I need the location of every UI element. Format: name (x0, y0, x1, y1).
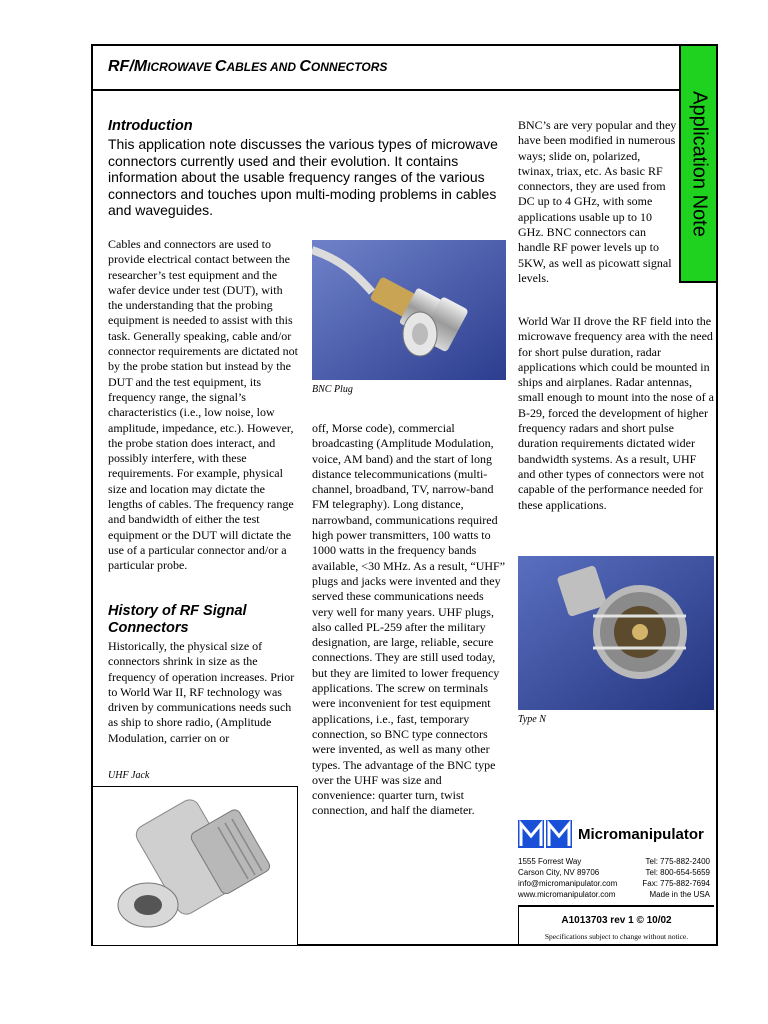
document-code: A1013703 rev 1 © 10/02 (561, 915, 672, 926)
website-text: www.micromanipulator.com (518, 890, 616, 899)
type-n-photo (518, 556, 714, 710)
type-n-caption: Type N (518, 714, 546, 725)
email-text: info@micromanipulator.com (518, 879, 618, 888)
address-line: 1555 Forrest Way (518, 857, 582, 866)
column2-text: off, Morse code), commercial broadcasting (Amplitude Modulation, voice, AM band) and the start of long distance telecommunications (multi-channel, broadband, TV, narrow-band FM telegraphy). Long distance, narrowband, communications required high power transmitters, 100 watts to 1000 watts in the frequency bands available, <30 MHz. As a result, “UHF” plugs and jacks were invented and they served these communications needs very well for many years. UHF plugs, also called PL-259 after the military designation, are large, reliable, secure connections. They are still used today, but they are limited to lower frequency applications. The screw on terminals were inconvenient for test equipment applications, i.e., fast, temporary connection, so BNC type connectors were invented, as well as many other types. The advantage of the BNC type over the UHF was size and convenience: quarter turn, twist connection, and half the diameter. (312, 421, 506, 818)
company-name: Micromanipulator (578, 826, 704, 843)
page-title: RF/MICROWAVE CABLES AND CONNECTORS (108, 58, 388, 75)
fax-text: Fax: 775-882-7694 (642, 879, 710, 888)
phone-text: Tel: 775-882-2400 (645, 857, 710, 866)
doc-code-box (518, 905, 714, 944)
header-rule (91, 89, 679, 91)
phone-text: Tel: 800-654-5659 (645, 868, 710, 877)
intro-heading: Introduction (108, 118, 193, 134)
application-note-badge: Application Note (679, 46, 716, 283)
made-in-text: Made in the USA (649, 890, 710, 899)
history-heading: History of RF Signal Connectors (108, 603, 247, 636)
column1-text: Cables and connectors are used to provide electrical contact between the researcher’s test equipment and the wafer device under test (DUT), with the understanding that the probing equipment is needed to assist with this task. Generally speaking, cable and/or connector requirements are dictated not by the probe station but instead by the DUT and the test equipment, its frequency range, the signal’s characteristics (i.e., low noise, low amplitude, impedance, etc.). However, the probe station does interact, and possibly interfere, with these requirements. For example, physical size and location may dictate the lengths of cables. The frequency range and bandwidth of either the test equipment or the DUT will dictate the use of a particular connector and/or a particular probe. (108, 237, 298, 573)
column3-text-2: World War II drove the RF field into the microwave frequency area with the need for short pulse duration, radar applications which could be mounted in ships and airplanes. Radar antennas, small enough to mount into the nose of a B-29, forced the development of higher frequency radars and short pulse duration requirements dictated wider bandwidth systems. As a result, UHF and other types of connectors were not capable of the performance needed for these applications. (518, 314, 714, 512)
bnc-caption: BNC Plug (312, 384, 353, 395)
bnc-plug-photo (312, 240, 506, 380)
column3-text-1: BNC’s are very popular and they have been modified in numerous ways; slide on, polarized, twinax, triax, etc. As basic RF connectors, they are used from DC up to 4 GHz, with some applications usable up to 10 GHz. BNC connectors can handle RF power levels up to 5KW, as well as picowatt signal levels. (518, 118, 677, 285)
intro-text: This application note discusses the various types of microwave connectors currently used and their evolution. It contains information about the usable frequency ranges of the various connectors and touches upon multi-moding problems in cables and waveguides. (108, 136, 498, 218)
uhf-caption: UHF Jack (108, 770, 150, 781)
uhf-jack-photo (93, 786, 298, 945)
history-text: Historically, the physical size of connectors shrink in size as the frequency of operation increases. Prior to World War II, RF technology was driven by communications needs such as ship to shore radio, (Amplitude Modulation, carrier on or (108, 639, 295, 745)
address-line: Carson City, NV 89706 (518, 868, 600, 877)
spec-note: Specifications subject to change without notice. (544, 932, 689, 941)
